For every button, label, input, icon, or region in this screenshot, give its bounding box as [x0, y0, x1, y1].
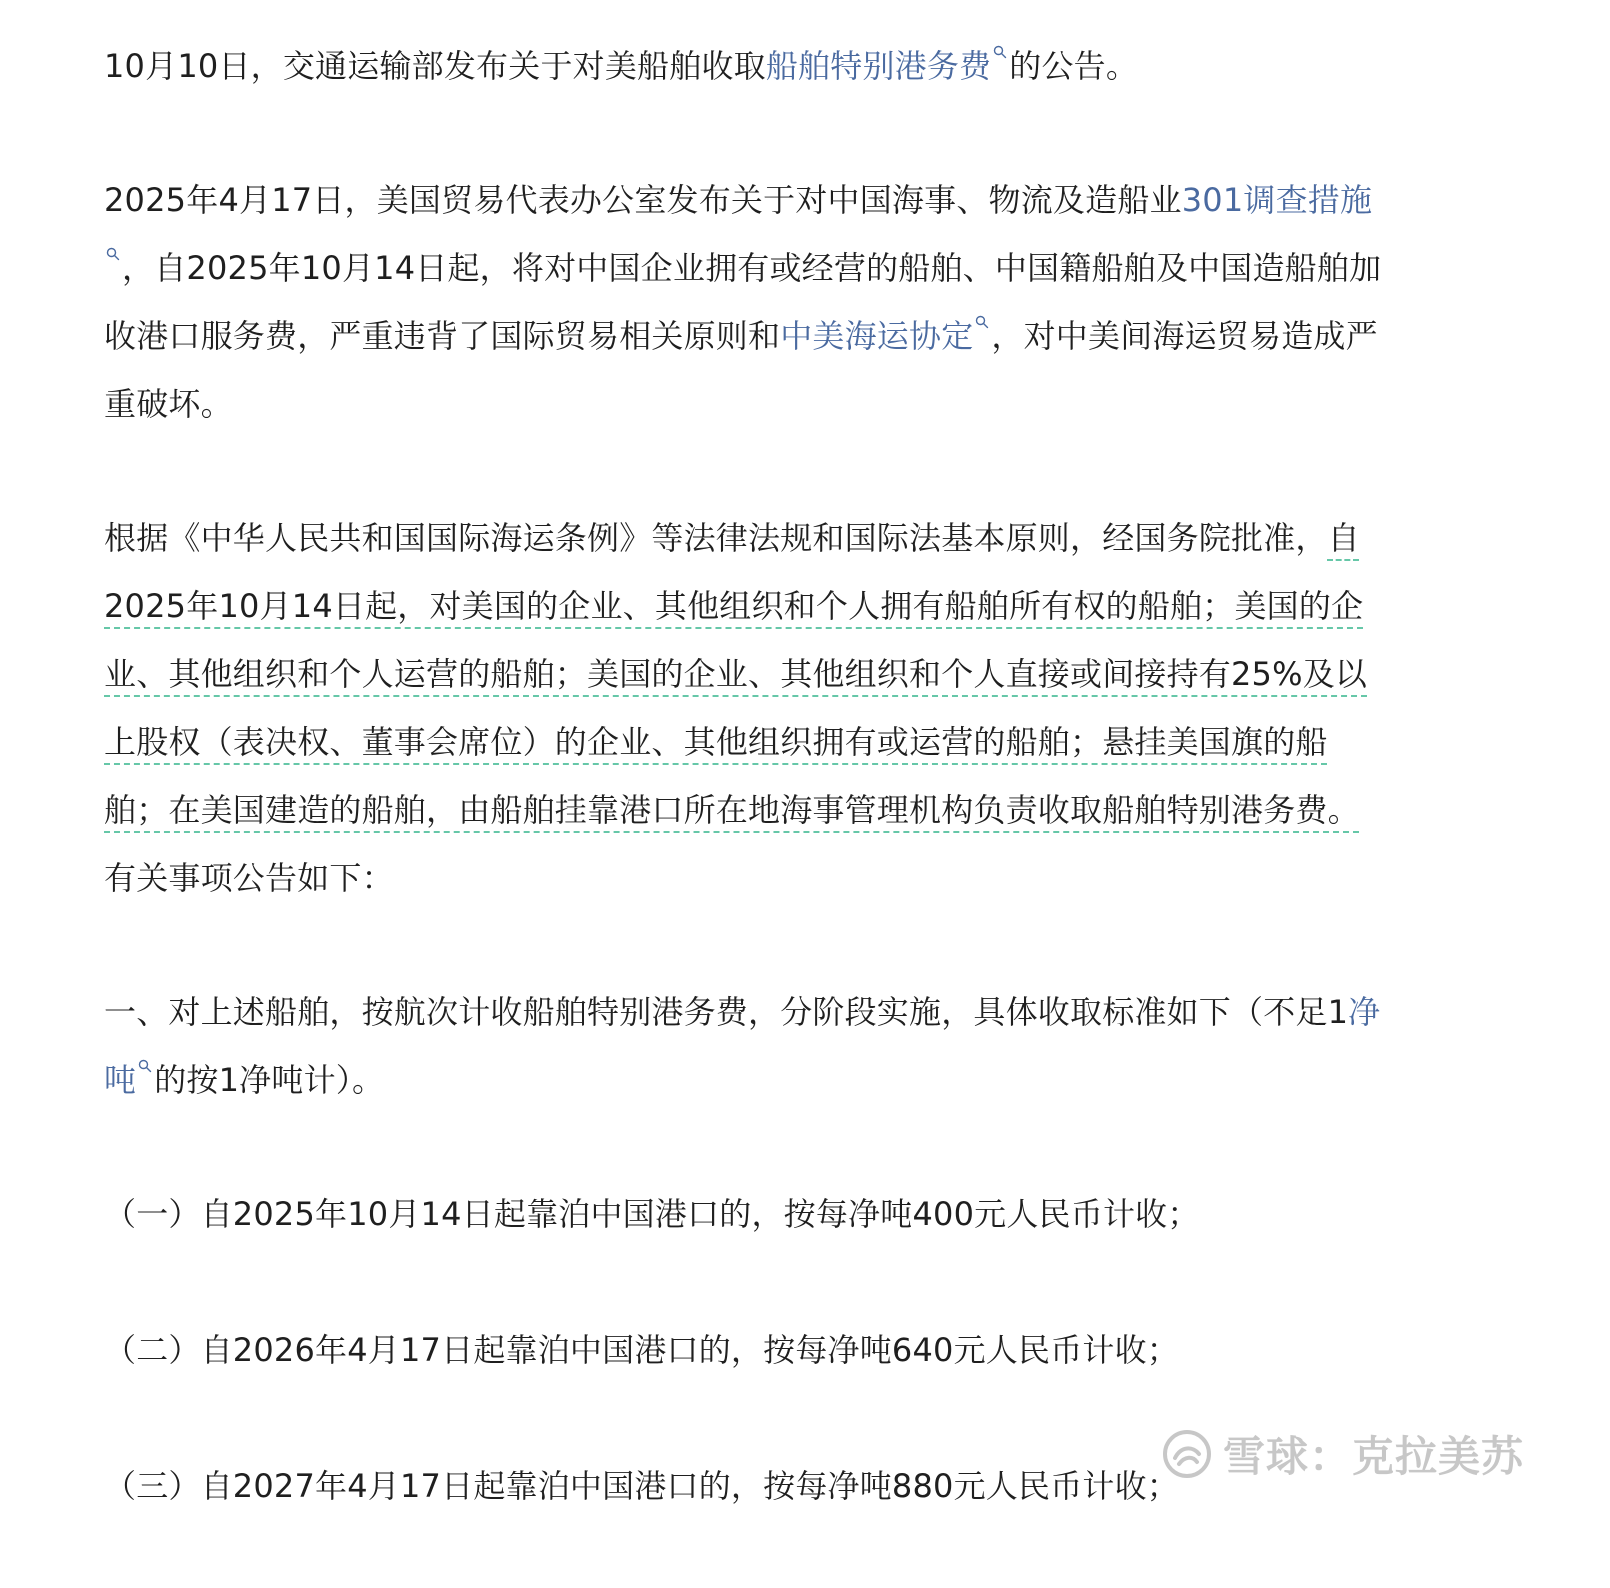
paragraph-legal-basis: [104, 504, 1384, 912]
highlighted-text[interactable]: 自2025年10月14日起，对美国的企业、其他组织和个人拥有船舶所有权的船舶；美国的企业、其他组织和个人运营的船舶；美国的企业、其他组织和个人直接或间接持有25%及以上股权（表决权、董事会席位）的企业、其他组织拥有或运营的船舶；悬挂美国旗的船舶；在美国建造的船舶，由船舶挂靠港口所在地海事管理机构负责收取船舶特别港务费。: [104, 519, 1368, 829]
paragraph-text: 有关事项公告如下：: [104, 859, 394, 897]
article-body: [104, 32, 1384, 1588]
paragraph-text: 一、对上述船舶，按航次计收船舶特别港务费，分阶段实施，具体收取标准如下（不足1: [104, 993, 1349, 1031]
paragraph-text: 的公告。: [1009, 47, 1139, 85]
paragraph-text: 的按1净吨计）。: [154, 1061, 385, 1099]
paragraph-text: ，对中美间海运贸易造成严重破坏。: [104, 317, 1378, 423]
search-icon: [975, 315, 989, 329]
watermark-text: 雪球：克拉美苏: [1222, 1432, 1524, 1481]
watermark: [1161, 1424, 1524, 1484]
link-label: 净吨: [104, 993, 1381, 1099]
fee-item-3: （三）自2027年4月17日起靠泊中国港口的，按每净吨880元人民币计收；: [104, 1467, 1179, 1505]
link-label: 301调查措施: [1181, 181, 1373, 219]
search-icon: [993, 45, 1007, 59]
link-label: 中美海运协定: [780, 317, 974, 355]
paragraph-text: 2025年4月17日，美国贸易代表办公室发布关于对中国海事、物流及造船业: [104, 181, 1182, 219]
fee-item-1: （一）自2025年10月14日起靠泊中国港口的，按每净吨400元人民币计收；: [104, 1195, 1200, 1233]
link-label: 船舶特别港务费: [765, 47, 992, 85]
link-special-port-fee[interactable]: [766, 47, 1009, 85]
link-maritime-agreement[interactable]: [780, 317, 991, 355]
paragraph-background: [104, 166, 1384, 438]
paragraph-announcement: [104, 32, 1384, 100]
paragraph-text: 10月10日，交通运输部发布关于对美船舶收取: [104, 47, 766, 85]
fee-item-2: （二）自2026年4月17日起靠泊中国港口的，按每净吨640元人民币计收；: [104, 1331, 1179, 1369]
paragraph-text: ，自2025年10月14日起，将对中国企业拥有或经营的船舶、中国籍船舶及中国造船舶加收港口服务费，严重违背了国际贸易相关原则和: [104, 249, 1382, 355]
snowball-logo-icon: [1161, 1428, 1213, 1480]
search-icon: [106, 247, 120, 261]
search-icon: [138, 1059, 152, 1073]
paragraph-text: 根据《中华人民共和国国际海运条例》等法律法规和国际法基本原则，经国务院批准，: [104, 519, 1328, 557]
paragraph-fee-standard: [104, 978, 1384, 1114]
